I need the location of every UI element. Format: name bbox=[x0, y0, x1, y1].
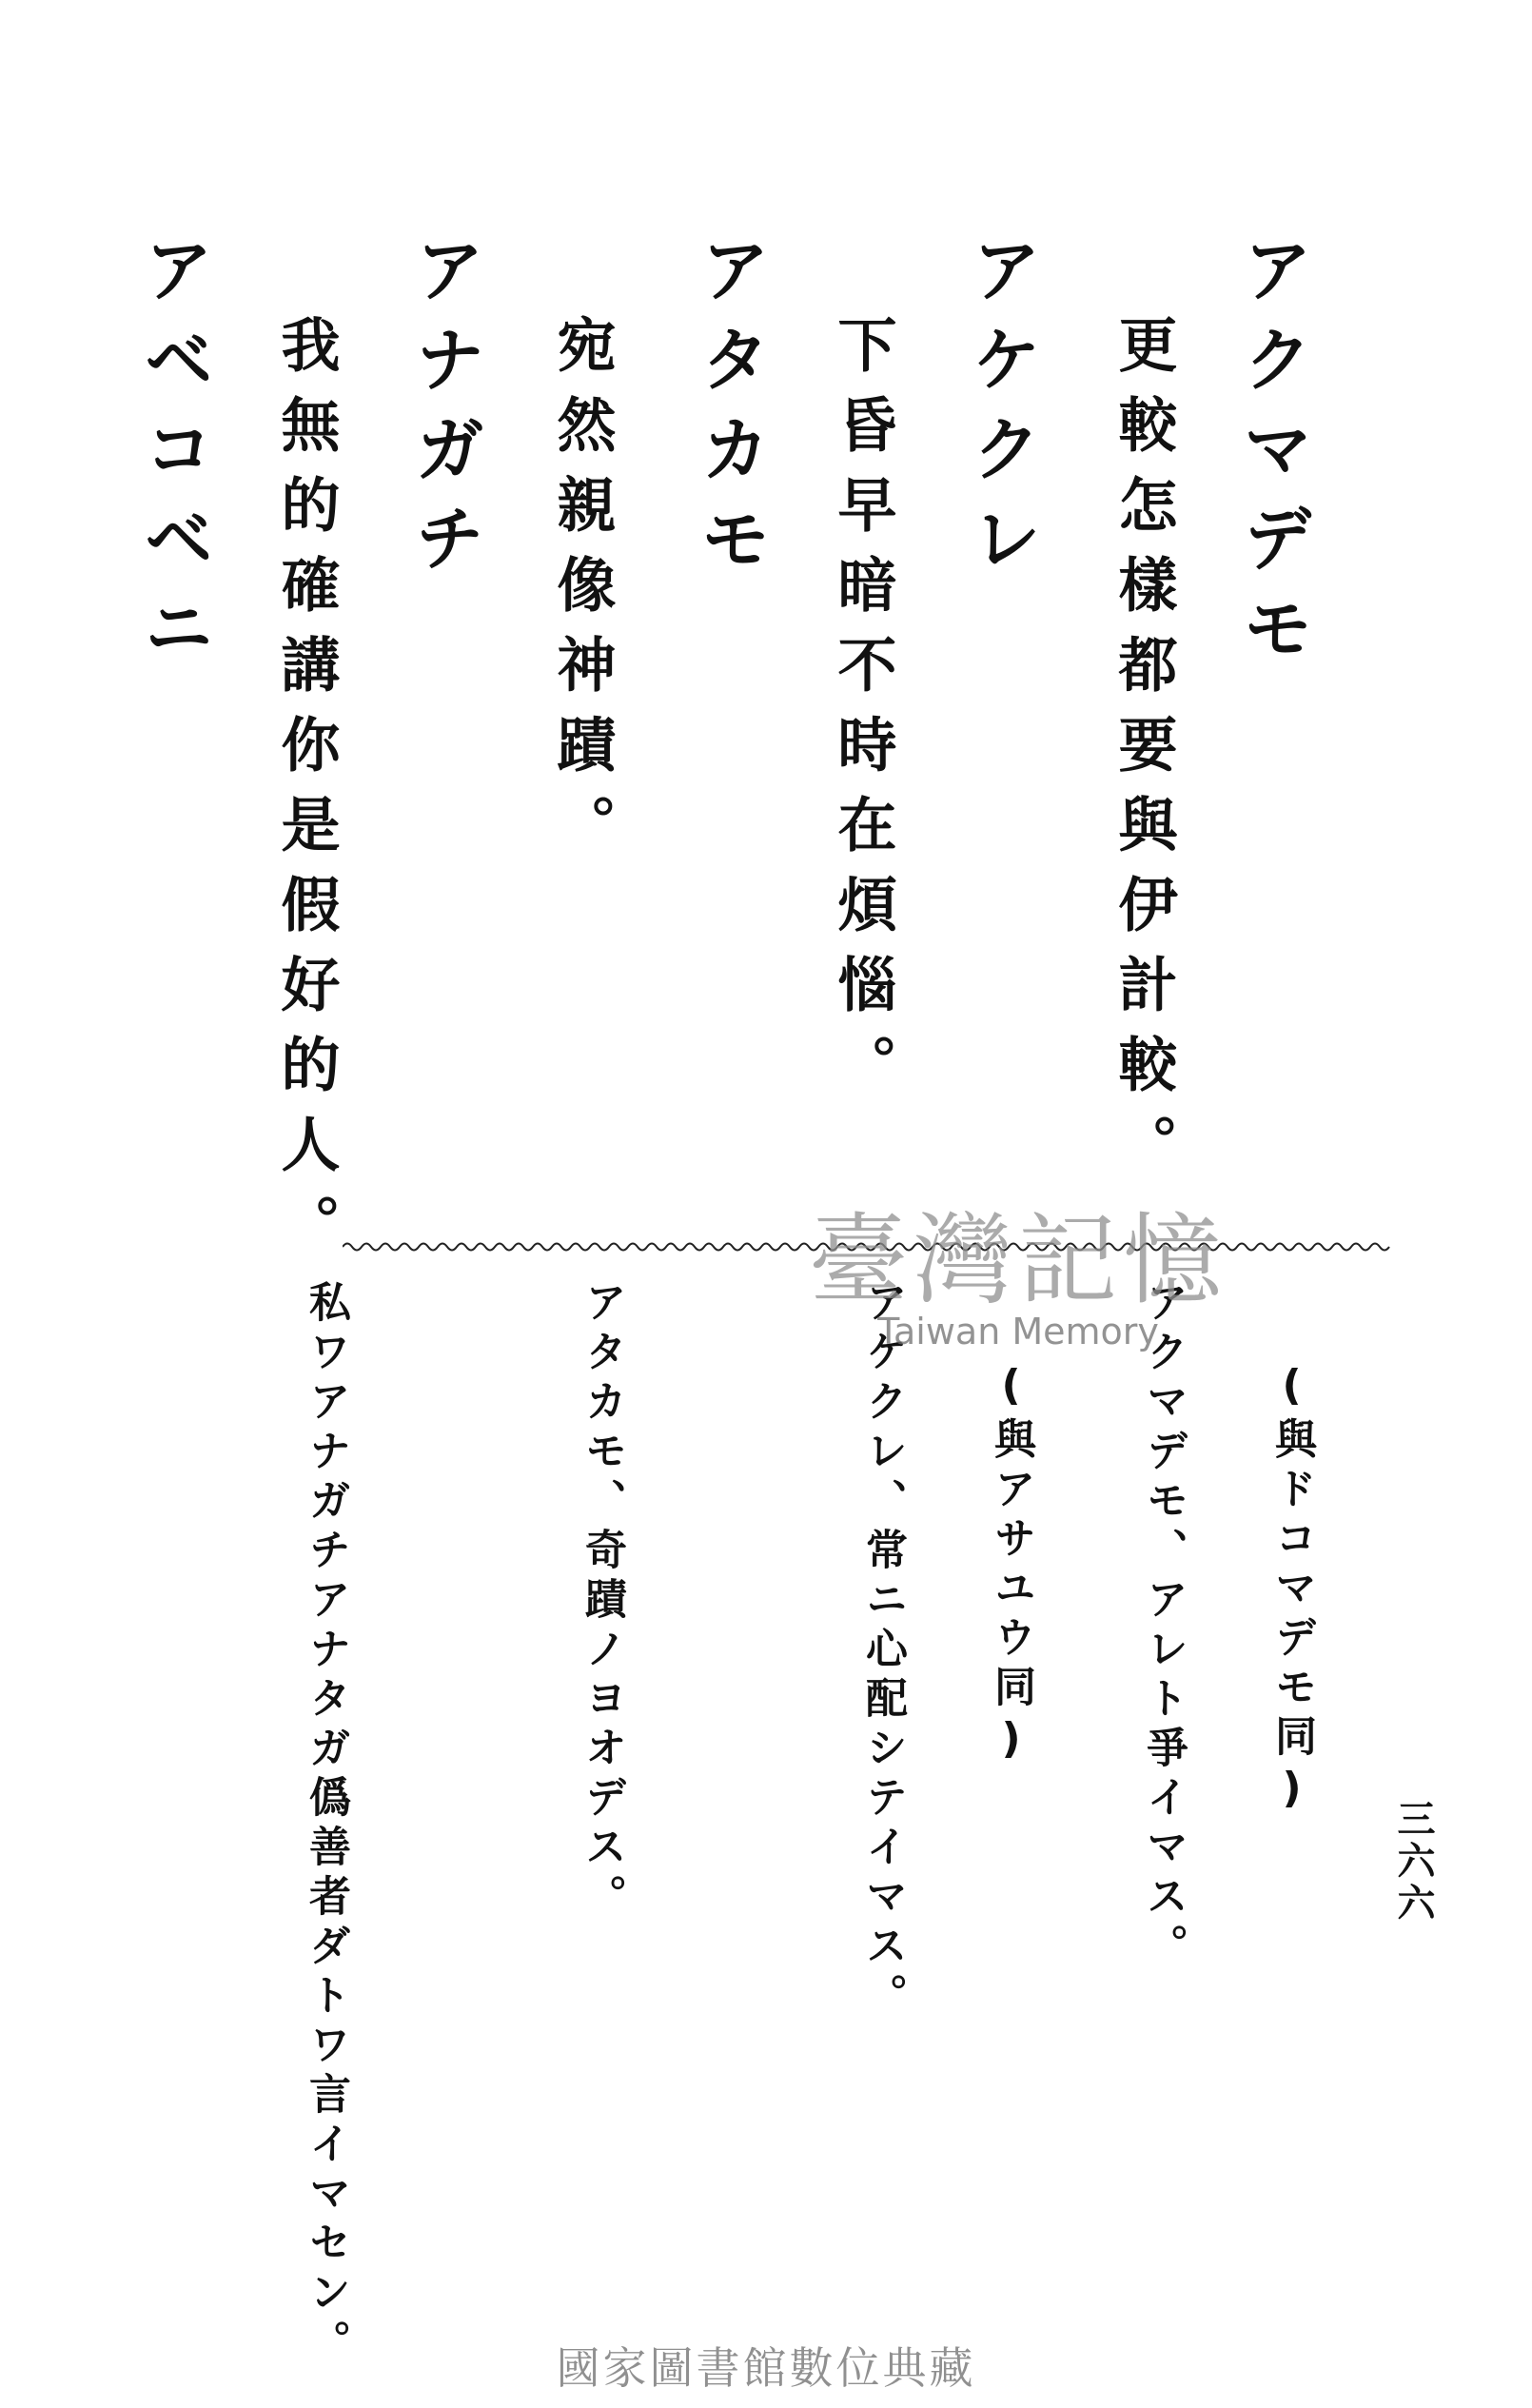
note-example-anagachi: 私ワアナガチアナタガ僞善者ダトワ言イマセン。 bbox=[302, 1280, 350, 2369]
note-example-akumademo: アクマデモ、アレト爭イマス。 bbox=[1139, 1280, 1188, 1973]
entry-headword-akumademo: アクマデモ bbox=[1231, 233, 1313, 681]
entry-text-anagachi: 我無的確講你是假好的人。 bbox=[271, 314, 341, 1273]
footer-credit: 國家圖書館數位典藏 bbox=[556, 2342, 976, 2394]
watermark-chinese: 臺灣記憶 bbox=[808, 1202, 1228, 1318]
entry-headword-abekobeni: アベコベニ bbox=[132, 233, 214, 681]
entry-text-akumademo: 更較怎樣都要與伊計較。 bbox=[1109, 314, 1178, 1194]
note-example-akekure: アケクレ、常ニ心配シテイマス。 bbox=[858, 1280, 907, 2023]
note-example-atakamo: アタカモ、奇蹟ノヨオデス。 bbox=[578, 1280, 626, 1924]
entry-headword-akekure: アケクレ bbox=[960, 233, 1042, 591]
entry-text-akekure: 下昏早暗不時在煩惱。 bbox=[828, 314, 897, 1114]
entry-headword-anagachi: アナガチ bbox=[403, 233, 485, 591]
page-number: 三六六 bbox=[1391, 1799, 1436, 1924]
entry-text-atakamo: 宛然親像神蹟。 bbox=[547, 314, 617, 874]
entry-headword-atakamo: アタカモ bbox=[689, 233, 771, 591]
note-same-as-asayuu: (與アサユウ同) bbox=[987, 1361, 1035, 1770]
watermark-english: Taiwan Memory bbox=[877, 1311, 1159, 1353]
note-same-as-dokomademo: (與ドコマデモ同) bbox=[1267, 1361, 1316, 1820]
watermark bbox=[761, 1202, 1275, 1353]
